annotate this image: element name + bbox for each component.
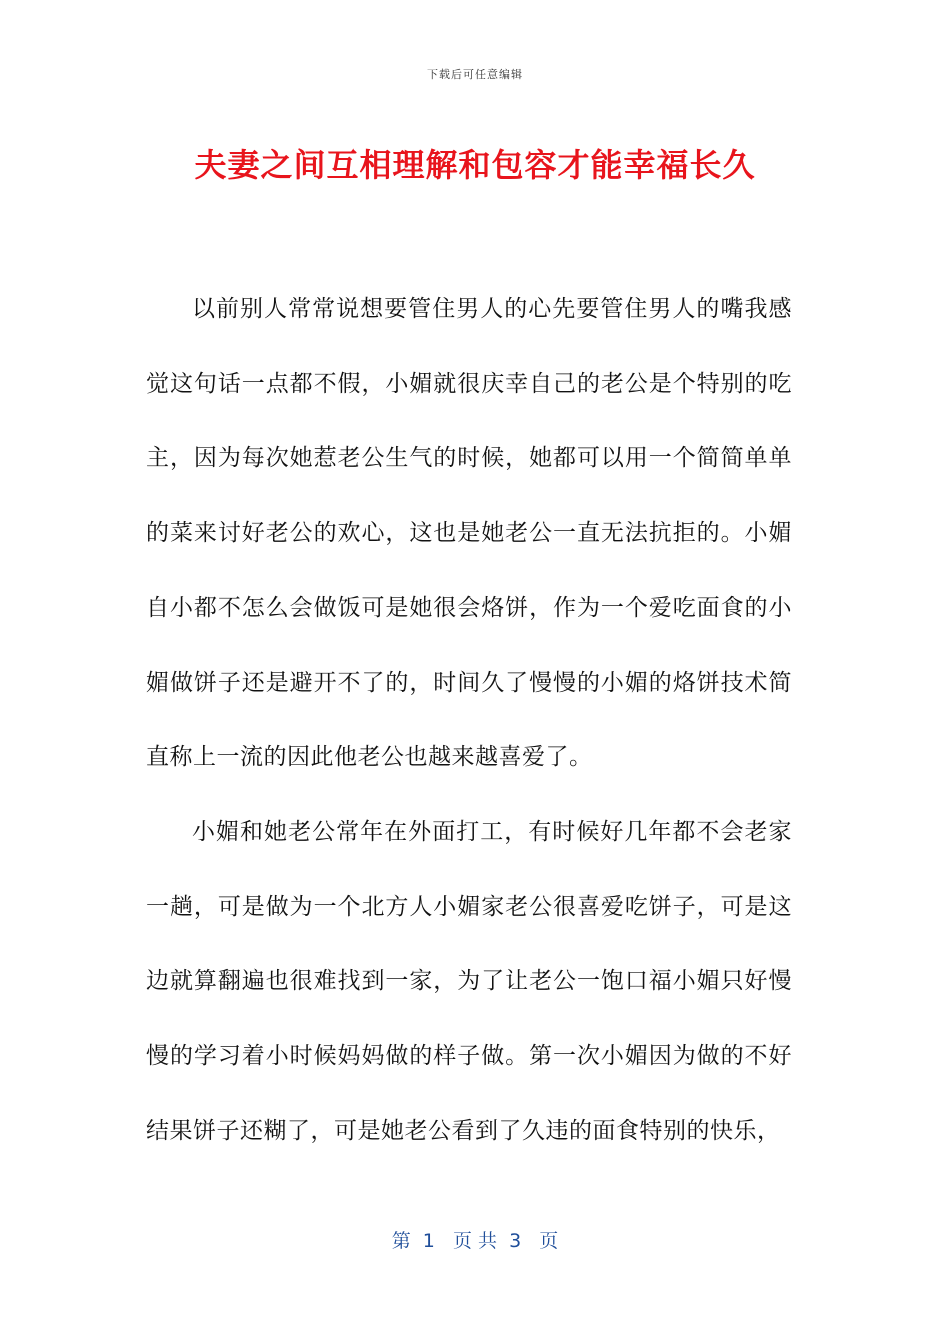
document-title: 夫妻之间互相理解和包容才能幸福长久	[194, 146, 756, 184]
header-note: 下载后可任意编辑	[427, 68, 523, 81]
page-footer: 第 1 页 共 3 页	[391, 1230, 559, 1252]
paragraph-1: 以前别人常常说想要管住男人的心先要管住男人的嘴我感觉这句话一点都不假，小媚就很庆幸自己的老公是个特别的吃主，因为每次她惹老公生气的时候，她都可以用一个简简单单的菜来讨好老公的欢心，这也是她老公一直无法抗拒的。小媚自小都不怎么会做饭可是她很会烙饼，作为一个爱吃面食的小媚做饼子还是避开不了的，时间久了慢慢的小媚的烙饼技术简直称上一流的因此他老公也越来越喜爱了。	[146, 296, 792, 771]
document-body	[146, 272, 792, 1168]
paragraph-2: 小媚和她老公常年在外面打工，有时候好几年都不会老家一趟，可是做为一个北方人小媚家老公很喜爱吃饼子，可是这边就算翻遍也很难找到一家，为了让老公一饱口福小媚只好慢慢的学习着小时候妈妈做的样子做。第一次小媚因为做的不好结果饼子还糊了，可是她老公看到了久违的面食特别的快乐，	[146, 818, 792, 1144]
